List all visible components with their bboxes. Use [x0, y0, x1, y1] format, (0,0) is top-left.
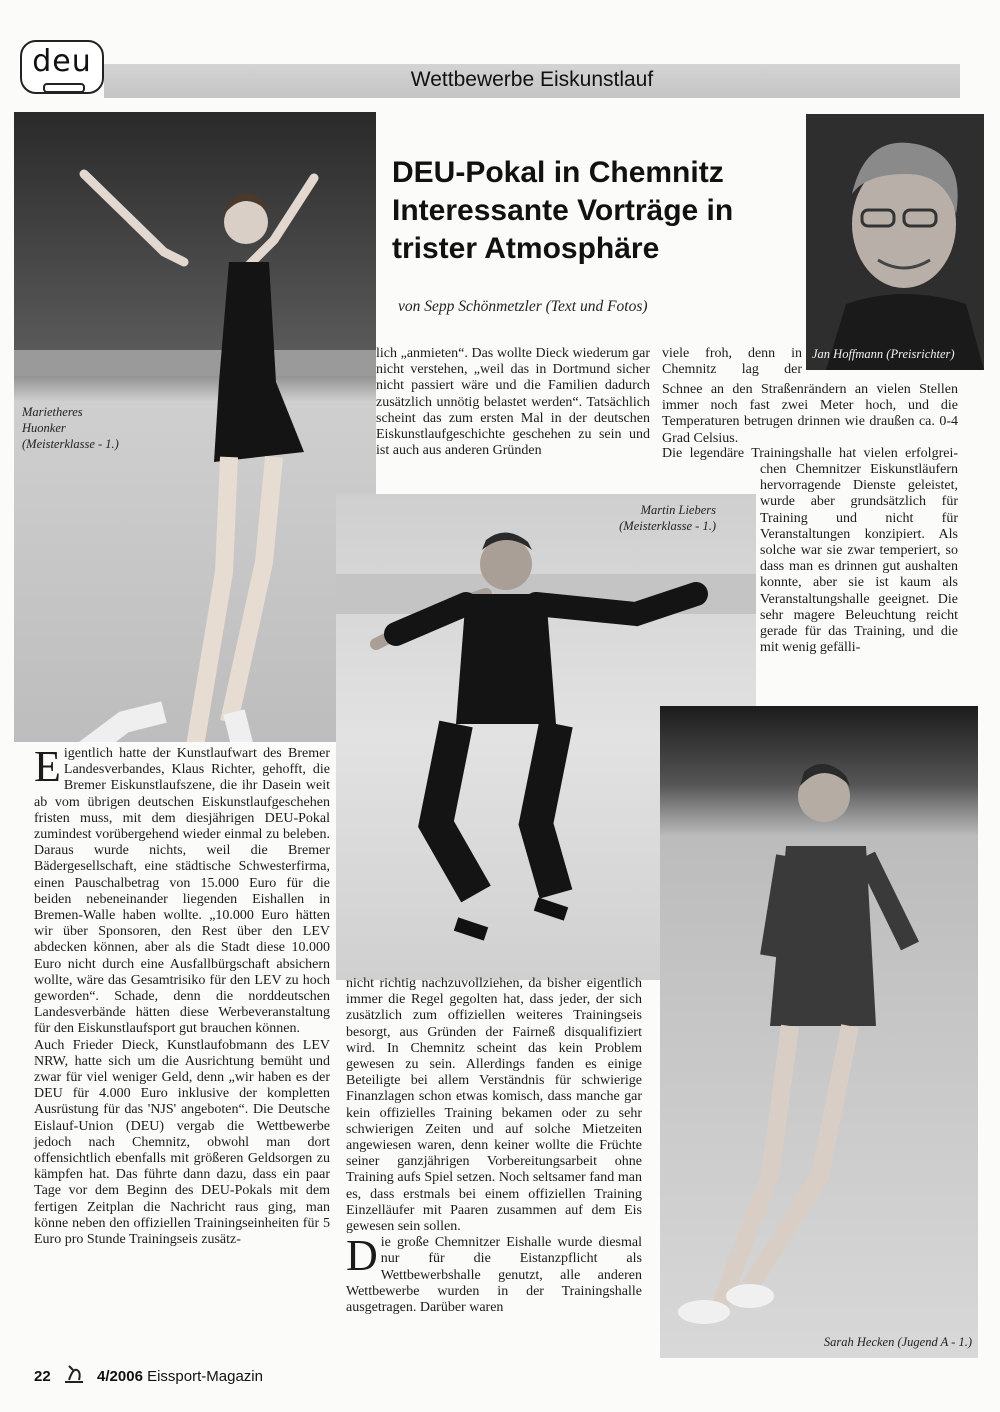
dropcap: D [346, 1231, 378, 1281]
magazine-name: Eissport-Magazin [147, 1368, 263, 1385]
column-right-top-b [662, 382, 958, 447]
column-middle-top [376, 346, 650, 459]
column-right-middle [760, 462, 958, 656]
paragraph: Die legendäre Trainingshalle hat vielen erfolgrei- [662, 446, 958, 461]
photo-skater-huonker [14, 112, 376, 742]
issue-number: 4/2006 [97, 1368, 143, 1385]
column-left [34, 742, 330, 1248]
caption-huonker [22, 404, 142, 452]
headline [392, 154, 802, 268]
caption-hoffmann: Jan Hoffmann (Preisrichter) [812, 347, 955, 361]
paragraph-text: igentlich hatte der Kunstlaufwart des Bremer Landesverbandes, Klaus Richter, gehofft, die Bremer Eiskunstlaufszene, die ihr Dasein weit ab vom übrigen deutschen Eiskunstlaufgeschehen fristen muss, mit dem diesjährigen DEU-Pokal zumindest vorübergehend wieder einmal zu beleben. Daraus wurde nichts, weil die Bremer Bädergesellschaft, eine städtische Schwesterfirma, einen Pauschalbetrag von 15.000 Euro für die beiden nebeneinander liegenden Eishallen in Bremen-Walle haben wollte. „10.000 Euro hätten wir über Sponsoren, den Rest über den LEV abdecken können, aber als die Stadt diese 10.000 Euro nicht durch eine Ausfallbürgschaft absichern wollte, wäre das Gesamtrisiko für den LEV zu hoch geworden“. Schade, denn die norddeutschen Landesverbände hätten diese Werbeveranstaltung für den Eiskunstlaufsport gut brauchen können. [34, 746, 330, 1037]
headline-line: DEU-Pokal in Chemnitz [392, 156, 724, 189]
column-middle-bottom [346, 976, 642, 1316]
logo-text: deu [32, 44, 92, 79]
headline-line: trister Atmosphäre [392, 232, 660, 265]
paragraph: chen Chemnitzer Eiskunstläufern hervorragende Dienste geleistet, wurde aber grundsätzlich für Training und nicht für Veranstaltungen konzipiert. Als solche war sie zwar temperiert, so dass man es drinnen gut aushalten konnte, aber sie ist kaum als Veranstaltungshalle geeignet. Die sehr magere Beleuchtung reicht gerade für das Training, und die mit wenig gefälli- [760, 462, 958, 656]
footer [34, 1364, 354, 1386]
page-number: 22 [34, 1368, 51, 1385]
deu-logo [20, 40, 104, 94]
section-title: Wettbewerbe Eiskunstlauf [410, 68, 654, 91]
skater-logo-icon [59, 1364, 89, 1386]
headline-line: Interessante Vorträge in [392, 194, 734, 227]
caption-line: (Meisterklasse - 1.) [619, 519, 716, 533]
photo-judge-hoffmann [806, 114, 984, 370]
paragraph: Auch Frieder Dieck, Kunstlaufobmann des LEV NRW, hatte sich um die Ausrichtung bemüht und zwar für viel weniger Geld, denn „wir haben es der DEU für 4.000 Euro inklusive der kompletten Ausrüstung für das 'NJS' angeboten“. Die Deutsche Eislauf-Union (DEU) vergab die Wettbewerbe jedoch nach Chemnitz, obwohl man dort offensichtlich ebenfalls mit größeren Geldsorgen zu kämpfen hat. Das führte dann dazu, dass ein paar Tage vor dem Beginn des DEU-Pokals mit dem fertigen Zeitplan die Nachricht raus ging, man könne neben den offiziellen Trainingseinheiten für 5 Euro pro Stunde Trainingseis zusätz- [34, 1037, 330, 1248]
logo-underline [42, 82, 86, 94]
dropcap: E [34, 742, 61, 791]
paragraph: viele froh, denn in [662, 346, 802, 361]
caption-line: (Meisterklasse - 1.) [22, 437, 119, 451]
caption-line: Martin Liebers [640, 503, 716, 517]
paragraph-text: ie große Chemnitzer Eishalle wurde diesmal nur für die Eistanzpflicht als Wettbewerbshalle genutzt, alle anderen Wettbewerbe wurden in der Trainingshalle ausgetragen. Darüber waren [346, 1235, 642, 1316]
paragraph [346, 1231, 642, 1316]
paragraph: nicht richtig nachzuvollziehen, da bisher eigentlich immer die Regel gegolten hat, dass jeder, der sich zusätzlich zum offiziellen weiteres Trainingseis besorgt, aus Gründen der Fairneß disqualifiziert wird. In Chemnitz scheint das kein Problem gewesen zu sein. Allerdings fanden es einige Beteiligte bei allem Verständnis für schwierige Finanzlagen schon etwas komisch, dass manche gar kein offizielles Training bekamen oder zu sehr schwierigen Zeiten und auf solche Mietzeiten angewiesen waren, denn keiner wollte die Früchte seiner ganzjährigen Vorbereitungsarbeit ohne Training aufs Spiel setzen. Noch seltsamer fand man es, dass erstmals bei einem offiziellen Training Einzelläufer mit Paaren zusammen auf dem Eis gewesen sein sollen. [346, 976, 642, 1235]
caption-hecken: Sarah Hecken (Jugend A - 1.) [823, 1335, 972, 1349]
caption-line: Huonker [22, 421, 66, 435]
column-right-top-c [662, 446, 958, 462]
paragraph: Schnee an den Straßenrändern an vielen Stellen immer noch fast zwei Meter hoch, und die Temperaturen betrugen drinnen wie draußen ca. 0-4 Grad Celsius. [662, 382, 958, 446]
paragraph: lich „anmieten“. Das wollte Dieck wiederum gar nicht verstehen, „weil das in Dortmund sicher nicht passiert wäre und die Familien dadurch zusätzlich unnötig belastet werden“. Tatsächlich scheint das zum ersten Mal in der deutschen Eiskunstlaufgeschichte geschehen zu sein und ist auch aus anderen Gründen [376, 346, 650, 459]
photo-skater-hecken [660, 706, 978, 1358]
caption-liebers [596, 502, 716, 534]
caption-line: Marietheres [22, 405, 83, 419]
paragraph: Chemnitz lag der [662, 362, 802, 378]
paragraph [34, 742, 330, 1038]
column-right-top-a [662, 346, 802, 378]
byline: von Sepp Schönmetzler (Text und Fotos) [398, 298, 648, 315]
